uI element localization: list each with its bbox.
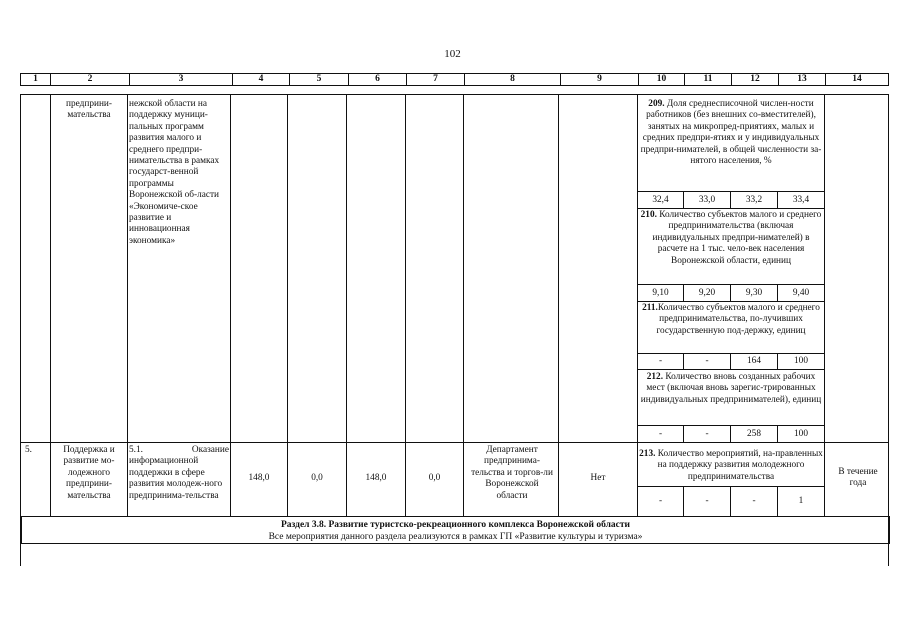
indicator-213-value-4: 1 — [798, 496, 804, 506]
header-col-14: 14 — [825, 74, 888, 85]
header-col-5: 5 — [289, 74, 348, 85]
indicator-213-title: 213. Количество мероприятий, на-правленных на поддержку развития молодежного предпринимательства — [639, 449, 823, 482]
header-col-6: 6 — [348, 74, 406, 85]
row-cont-activity: нежской области на поддержку муници-пальных программ развития малого и среднего предпри-нимательства в рамках государст-венной программы Воронежской об-ласти «Экономиче-ское развитие и инновационная экономика» — [129, 99, 220, 246]
header-col-4: 4 — [232, 74, 289, 85]
header-col-2: 2 — [50, 74, 129, 85]
indicator-213-value-2: - — [705, 496, 709, 506]
table-body — [20, 94, 889, 566]
row-5-activity: 5.1. Оказание информационной поддержки в сфере развития молодеж-ного предпринима-тельства — [129, 445, 229, 501]
indicator-211-title: 211.Количество субъектов малого и среднего предпринимательства, по-лучивших государственную под-держку, единиц — [642, 303, 820, 336]
row-5-term: В течение года — [838, 467, 878, 489]
header-col-8: 8 — [464, 74, 560, 85]
indicator-213-value-1: - — [658, 496, 663, 506]
indicator-209-value-3: 33,2 — [745, 195, 763, 205]
row-5-col5: 0,0 — [311, 473, 323, 483]
indicator-210-value-1: 9,10 — [652, 288, 669, 298]
indicator-209-title: 209. Доля среднесписочной числен-ности работников (без внешних со-вместителей), занятых на микропред-приятиях, малых и средних предпри-ятиях и у индивидуальных предпри-нимателей, в общей численности за-нятого населения, % — [640, 99, 822, 167]
row-5-col4: 148,0 — [248, 473, 270, 483]
header-col-9: 9 — [560, 74, 638, 85]
column-number-header — [20, 73, 889, 86]
section-row — [21, 516, 890, 544]
indicator-209-value-1: 32,4 — [652, 195, 669, 205]
indicator-212-value-2: - — [705, 429, 709, 439]
header-col-1: 1 — [33, 74, 38, 84]
indicator-212-value-4: 100 — [794, 429, 808, 439]
header-col-3: 3 — [129, 74, 232, 85]
row-5-name: Поддержка и развитие мо-лодежного предприни-мательства — [63, 445, 115, 501]
row-5-col6: 148,0 — [365, 473, 387, 483]
indicator-212-value-3: 258 — [747, 429, 761, 439]
page-number: 102 — [444, 48, 461, 60]
indicator-210-title: 210. Количество субъектов малого и среднего предпринимательства (включая индивидуальных предпри-нимателей) в расчете на 1 тыс. чело-век населения Воронежской области, единиц — [640, 210, 822, 266]
indicator-211-value-3: 164 — [747, 356, 761, 366]
header-col-7: 7 — [406, 74, 464, 85]
indicator-209-value-4: 33,4 — [792, 195, 810, 205]
row-5-executor: Департамент предпринима-тельства и торгов-ли Воронежской области — [471, 445, 553, 501]
header-col-12: 12 — [731, 74, 778, 85]
indicator-210-value-4: 9,40 — [792, 288, 810, 298]
row-5-number: 5. — [25, 445, 32, 455]
indicator-212-value-1: - — [658, 429, 663, 439]
section-title: Раздел 3.8. Развитие туристско-рекреационного комплекса Воронежской области — [280, 520, 631, 530]
indicator-211-value-1: - — [658, 356, 663, 366]
indicator-211-value-4: 100 — [794, 356, 808, 366]
header-col-11: 11 — [684, 74, 731, 85]
row-5-col7: 0,0 — [428, 473, 441, 483]
indicator-209-value-2: 33,0 — [698, 195, 716, 205]
header-col-13: 13 — [778, 74, 825, 85]
indicator-211-value-2: - — [705, 356, 709, 366]
indicator-210-value-3: 9,30 — [745, 288, 763, 298]
indicator-212-title: 212. Количество вновь созданных рабочих мест (включая вновь зарегис-трированных индивидуальных предпринимателей), единиц — [640, 372, 822, 405]
header-col-10: 10 — [638, 74, 684, 85]
indicator-210-value-2: 9,20 — [698, 288, 716, 298]
indicator-213-value-3: - — [752, 496, 756, 506]
row-cont-name: предприни- мательства — [65, 99, 112, 121]
row-5-col9: Нет — [590, 473, 606, 483]
section-note: Все мероприятия данного раздела реализуются в рамках ГП «Развитие культуры и туризма» — [268, 532, 643, 542]
